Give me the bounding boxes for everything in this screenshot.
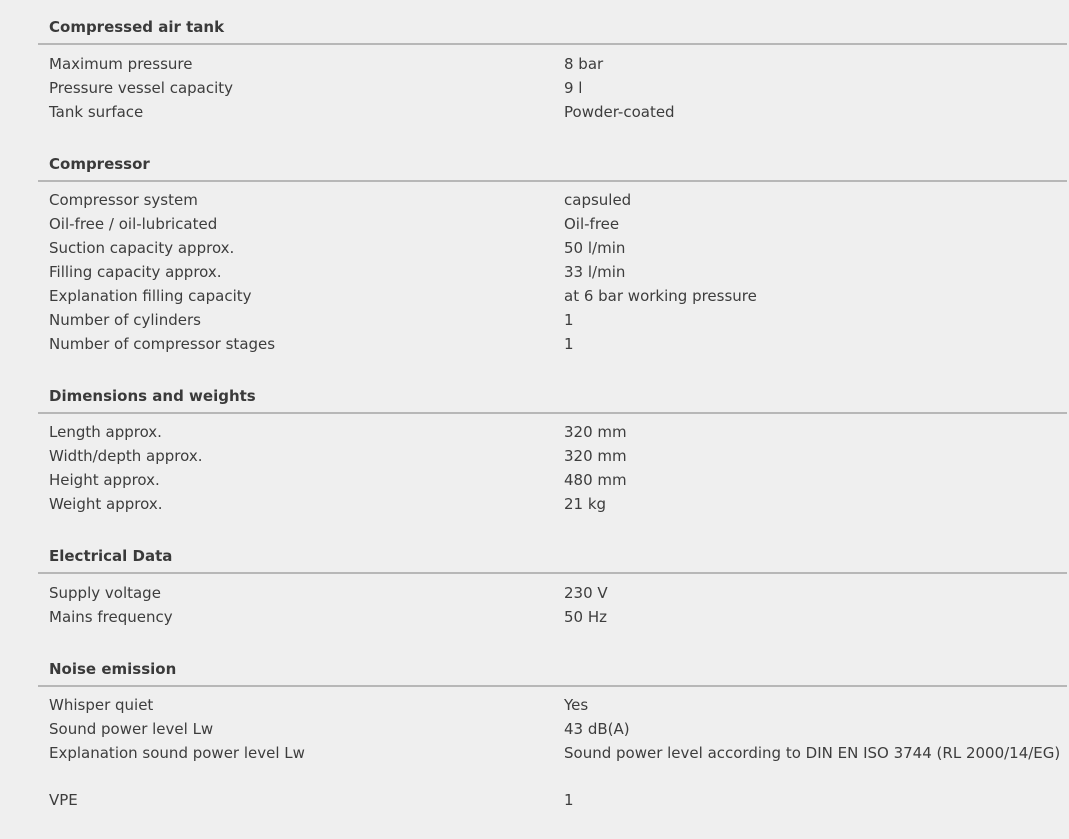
spec-row: [0, 719, 1069, 743]
spec-label: Number of compressor stages: [49, 335, 276, 353]
spec-value: 21 kg: [564, 495, 607, 513]
spec-row: [0, 695, 1069, 719]
spec-row: [0, 102, 1069, 126]
spec-value: 50 l/min: [564, 239, 626, 257]
spec-label: Compressor system: [49, 191, 198, 209]
section-divider: [38, 412, 1067, 414]
spec-label: Suction capacity approx.: [49, 239, 235, 257]
spec-value: 8 bar: [564, 55, 604, 73]
spec-row: [0, 334, 1069, 358]
spec-row: [0, 446, 1069, 470]
spec-value: Oil-free: [564, 215, 620, 233]
section-title: Electrical Data: [49, 547, 173, 565]
spec-row: [0, 190, 1069, 214]
spec-row: [0, 238, 1069, 262]
spec-value: Powder-coated: [564, 103, 675, 121]
spec-label: Length approx.: [49, 423, 162, 441]
spec-value: 1: [564, 335, 574, 353]
section-divider: [38, 685, 1067, 687]
spec-value: 1: [564, 791, 574, 809]
spec-label: Filling capacity approx.: [49, 263, 222, 281]
spec-row: [0, 422, 1069, 446]
spec-label: Width/depth approx.: [49, 447, 203, 465]
section-title: Noise emission: [49, 660, 177, 678]
spec-label: Sound power level Lw: [49, 720, 214, 738]
spec-row: [0, 262, 1069, 286]
spec-label: Number of cylinders: [49, 311, 201, 329]
spec-label: Oil-free / oil-lubricated: [49, 215, 218, 233]
spec-value: 320 mm: [564, 447, 627, 465]
spec-value: 230 V: [564, 584, 608, 602]
spec-label: Weight approx.: [49, 495, 163, 513]
spec-label: Pressure vessel capacity: [49, 79, 234, 97]
spec-row: [0, 607, 1069, 631]
spec-value: 320 mm: [564, 423, 627, 441]
spec-row-vpe: [0, 790, 1069, 814]
spec-label: Whisper quiet: [49, 696, 154, 714]
spec-value: 50 Hz: [564, 608, 608, 626]
spec-label: Maximum pressure: [49, 55, 193, 73]
spec-row: [0, 286, 1069, 310]
spec-row: [0, 470, 1069, 494]
spec-label: Explanation sound power level Lw: [49, 744, 305, 762]
spec-label: Height approx.: [49, 471, 160, 489]
spec-row: [0, 54, 1069, 78]
spec-label: VPE: [49, 791, 78, 809]
spec-label: Supply voltage: [49, 584, 161, 602]
spec-row: [0, 583, 1069, 607]
spec-row: [0, 494, 1069, 518]
spec-row: [0, 310, 1069, 334]
spec-label: Explanation filling capacity: [49, 287, 252, 305]
spec-label: Mains frequency: [49, 608, 173, 626]
spec-label: Tank surface: [49, 103, 144, 121]
section-divider: [38, 43, 1067, 45]
section-title: Compressed air tank: [49, 18, 225, 36]
spec-value: 1: [564, 311, 574, 329]
spec-value: at 6 bar working pressure: [564, 287, 757, 305]
section-divider: [38, 572, 1067, 574]
spec-value: Yes: [564, 696, 589, 714]
section-title: Dimensions and weights: [49, 387, 256, 405]
spec-row: [0, 743, 1069, 767]
spec-value: 43 dB(A): [564, 720, 630, 738]
spec-value: capsuled: [564, 191, 632, 209]
section-title: Compressor: [49, 155, 150, 173]
spec-value: 480 mm: [564, 471, 627, 489]
spec-value: Sound power level according to DIN EN ISO 3744 (RL 2000/14/EG): [564, 744, 1061, 762]
spec-row: [0, 214, 1069, 238]
spec-row: [0, 78, 1069, 102]
spec-value: 33 l/min: [564, 263, 626, 281]
section-divider: [38, 180, 1067, 182]
spec-value: 9 l: [564, 79, 583, 97]
